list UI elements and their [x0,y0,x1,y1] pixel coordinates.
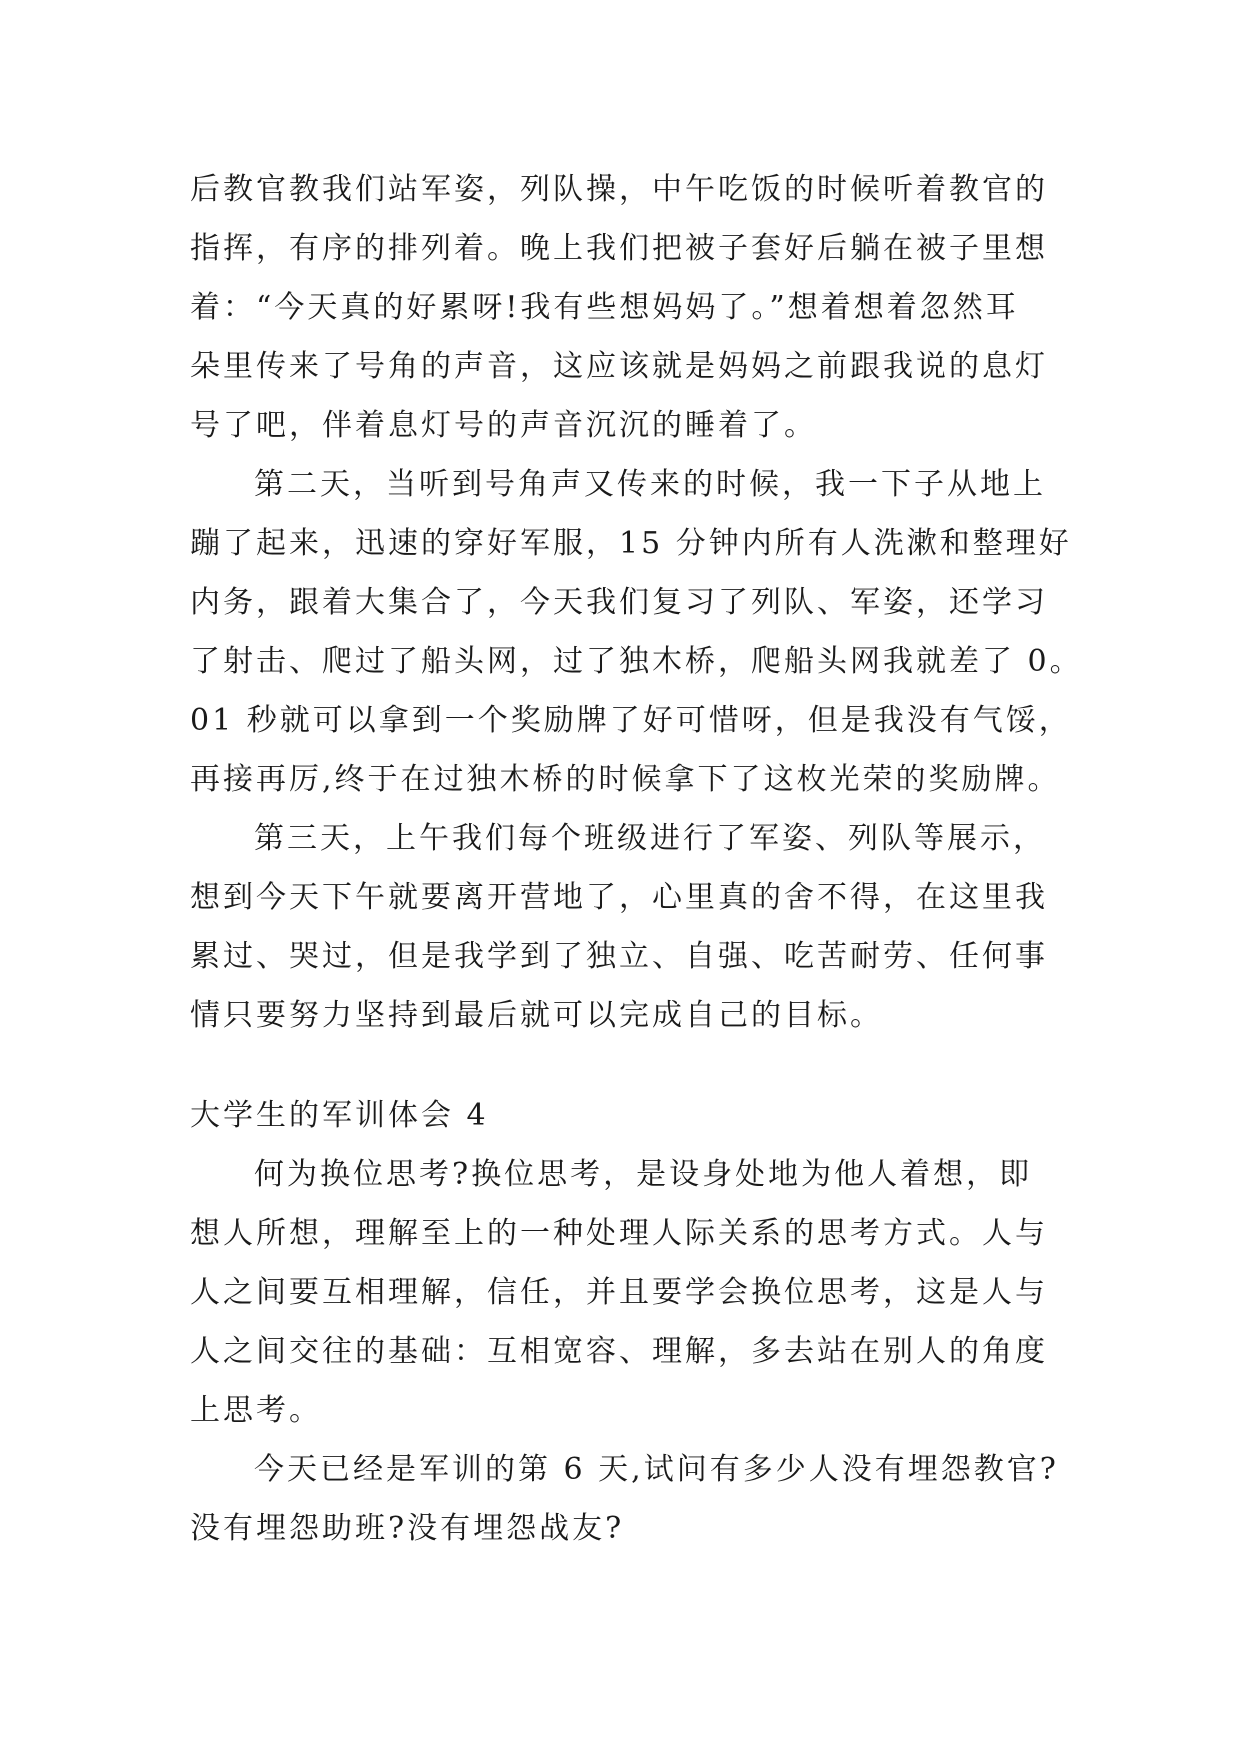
text-line: 朵里传来了号角的声音，这应该就是妈妈之前跟我说的息灯 [190,349,1048,384]
text-line: 号了吧，伴着息灯号的声音沉沉的睡着了。 [190,408,817,443]
paragraph-2 [190,455,1083,809]
text-line: 蹦了起来，迅速的穿好军服，15 分钟内所有人洗漱和整理好 [190,526,1072,561]
paragraph-5 [190,1440,1060,1558]
section-heading: 大学生的军训体会 4 [190,1098,489,1133]
text-line: 上思考。 [190,1393,322,1428]
text-line: 指挥，有序的排列着。晚上我们把被子套好后躺在被子里想 [190,231,1048,266]
text-line: 今天已经是军训的第 6 天,试问有多少人没有埋怨教官? [254,1452,1059,1487]
text-line: 再接再厉,终于在过独木桥的时候拿下了这枚光荣的奖励牌。 [190,762,1061,797]
text-line: 想到今天下午就要离开营地了，心里真的舍不得，在这里我 [190,880,1048,915]
text-line: 了射击、爬过了船头网，过了独木桥，爬船头网我就差了 0。 [190,644,1083,679]
text-line: 第二天，当听到号角声又传来的时候，我一下子从地上 [254,467,1046,502]
document-body [190,160,1083,1558]
paragraph-1 [190,160,1060,455]
text-line: 想人所想，理解至上的一种处理人际关系的思考方式。人与 [190,1216,1048,1251]
text-line: 后教官教我们站军姿，列队操，中午吃饭的时候听着教官的 [190,172,1048,207]
text-line: 累过、哭过，但是我学到了独立、自强、吃苦耐劳、任何事 [190,939,1048,974]
text-line: 没有埋怨助班?没有埋怨战友? [190,1511,625,1546]
text-line: 着：“今天真的好累呀!我有些想妈妈了。”想着想着忽然耳 [190,290,1019,325]
text-line: 内务，跟着大集合了，今天我们复习了列队、军姿，还学习 [190,585,1048,620]
text-line: 01 秒就可以拿到一个奖励牌了好可惜呀，但是我没有气馁， [190,703,1072,738]
text-line: 何为换位思考?换位思考，是设身处地为他人着想，即 [254,1157,1033,1192]
text-line: 人之间交往的基础：互相宽容、理解，多去站在别人的角度 [190,1334,1048,1369]
text-line: 人之间要互相理解，信任，并且要学会换位思考，这是人与 [190,1275,1048,1310]
paragraph-3 [190,809,1060,1045]
text-line: 情只要努力坚持到最后就可以完成自己的目标。 [190,998,883,1033]
text-line: 第三天，上午我们每个班级进行了军姿、列队等展示， [254,821,1046,856]
paragraph-4 [190,1145,1060,1440]
